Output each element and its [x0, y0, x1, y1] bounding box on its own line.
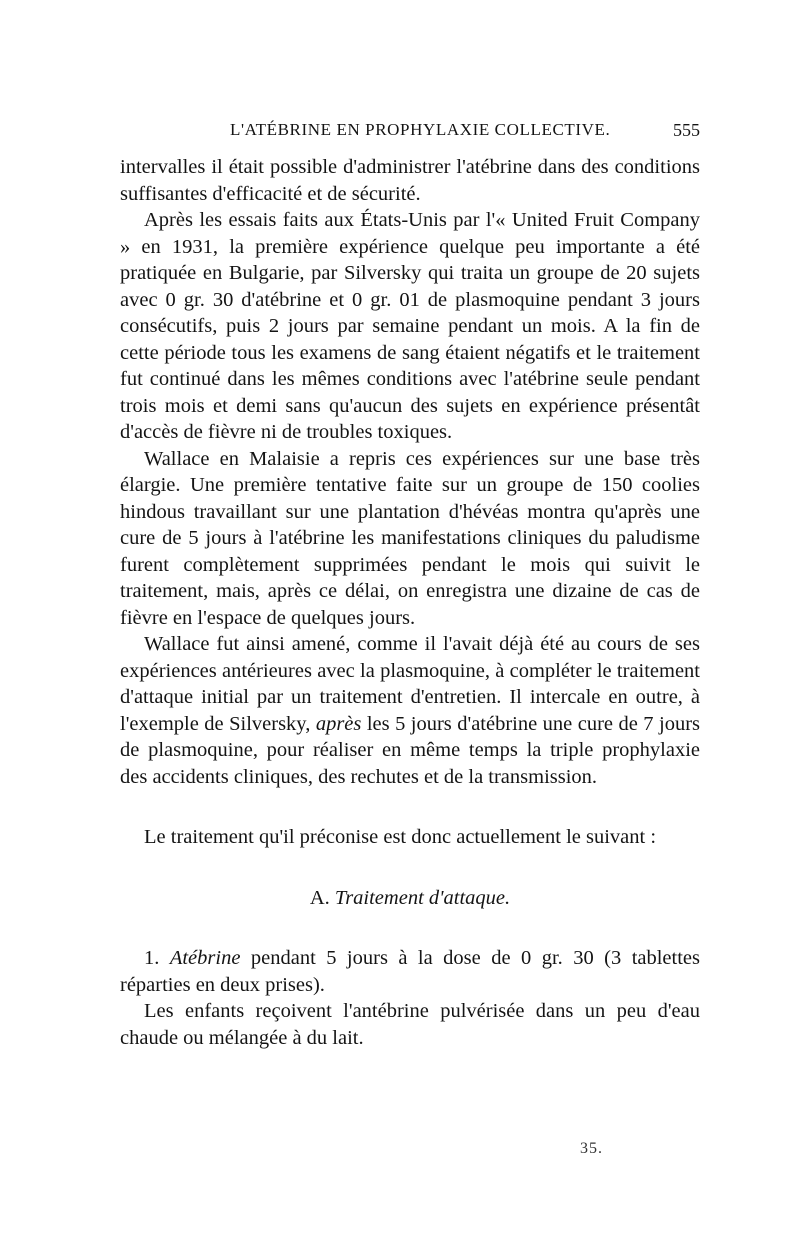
- paragraph-silversky: Après les essais faits aux États-Unis par l'« United Fruit Company » en 1931, la première expérience quelque peu importante a été pratiquée en Bulgarie, par Silversky qui traita un groupe de 20 sujets avec 0 gr. 30 d'atébrine et 0 gr. 01 de plasmoquine pendant 3 jours consécutifs, puis 2 jours par semaine pendant un mois. A la fin de cette période tous les examens de sang étaient négatifs et le traitement fut continué dans les mêmes conditions avec l'atébrine seule pendant trois mois et demi sans qu'aucun des sujets en expérience présentât d'accès de fièvre ni de troubles toxiques.: [120, 209, 700, 443]
- heading-letter: A.: [309, 886, 335, 909]
- paragraph-enfants: Les enfants reçoivent l'antébrine pulvérisée dans un peu d'eau chaude ou mélangée à du lait.: [120, 1000, 700, 1049]
- page-number: 555: [673, 120, 700, 140]
- running-head: [120, 118, 700, 142]
- section-heading: [120, 885, 700, 912]
- list-item-atebrine: [120, 945, 700, 998]
- paragraph-traitement-preconise: Le traitement qu'il préconise est donc actuellement le suivant :: [144, 826, 657, 848]
- p4-emphasis: après: [315, 712, 362, 735]
- running-title: L'ATÉBRINE EN PROPHYLAXIE COLLECTIVE.: [230, 120, 611, 139]
- paragraph-wallace-malaisie: Wallace en Malaisie a repris ces expériences sur une base très élargie. Une première tentative faite sur un groupe de 150 coolies hindous travaillant sur une plantation d'hévéas montra qu'après une cure de 5 jours à l'atébrine les manifestations cliniques du paludisme furent complètement supprimées pendant le mois qui suivit le traitement, mais, après ce délai, on enregistra une dizaine de cas de fièvre en l'espace de quelques jours.: [120, 447, 700, 629]
- list-item-number: 1.: [144, 947, 170, 969]
- paragraph-wallace-entretien: [120, 631, 700, 790]
- paragraph-continuation: intervalles il était possible d'administrer l'atébrine dans des conditions suffisantes d'efficacité et de sécurité.: [120, 156, 700, 205]
- p4-text-b: les 5 jours d'atébrine une cure de 7 jours de plasmoquine, pour réaliser en même temps la triple prophylaxie des accidents cliniques, des rechutes et de la transmission.: [120, 712, 700, 788]
- list-item-term: Atébrine: [169, 947, 241, 969]
- list-item-text: pendant 5 jours à la dose de 0 gr. 30 (3 tablettes réparties en deux prises).: [120, 947, 700, 996]
- signature-mark: 35.: [580, 1140, 603, 1157]
- body-text: [120, 154, 700, 1051]
- heading-title: Traitement d'attaque.: [334, 886, 511, 909]
- p4-text-a: Wallace fut ainsi amené, comme il l'avait déjà été au cours de ses expériences antérieures avec la plasmoquine, à compléter le traitement d'attaque initial par un traitement d'entretien. Il intercale en outre, à l'exemple de Silversky,: [120, 633, 700, 735]
